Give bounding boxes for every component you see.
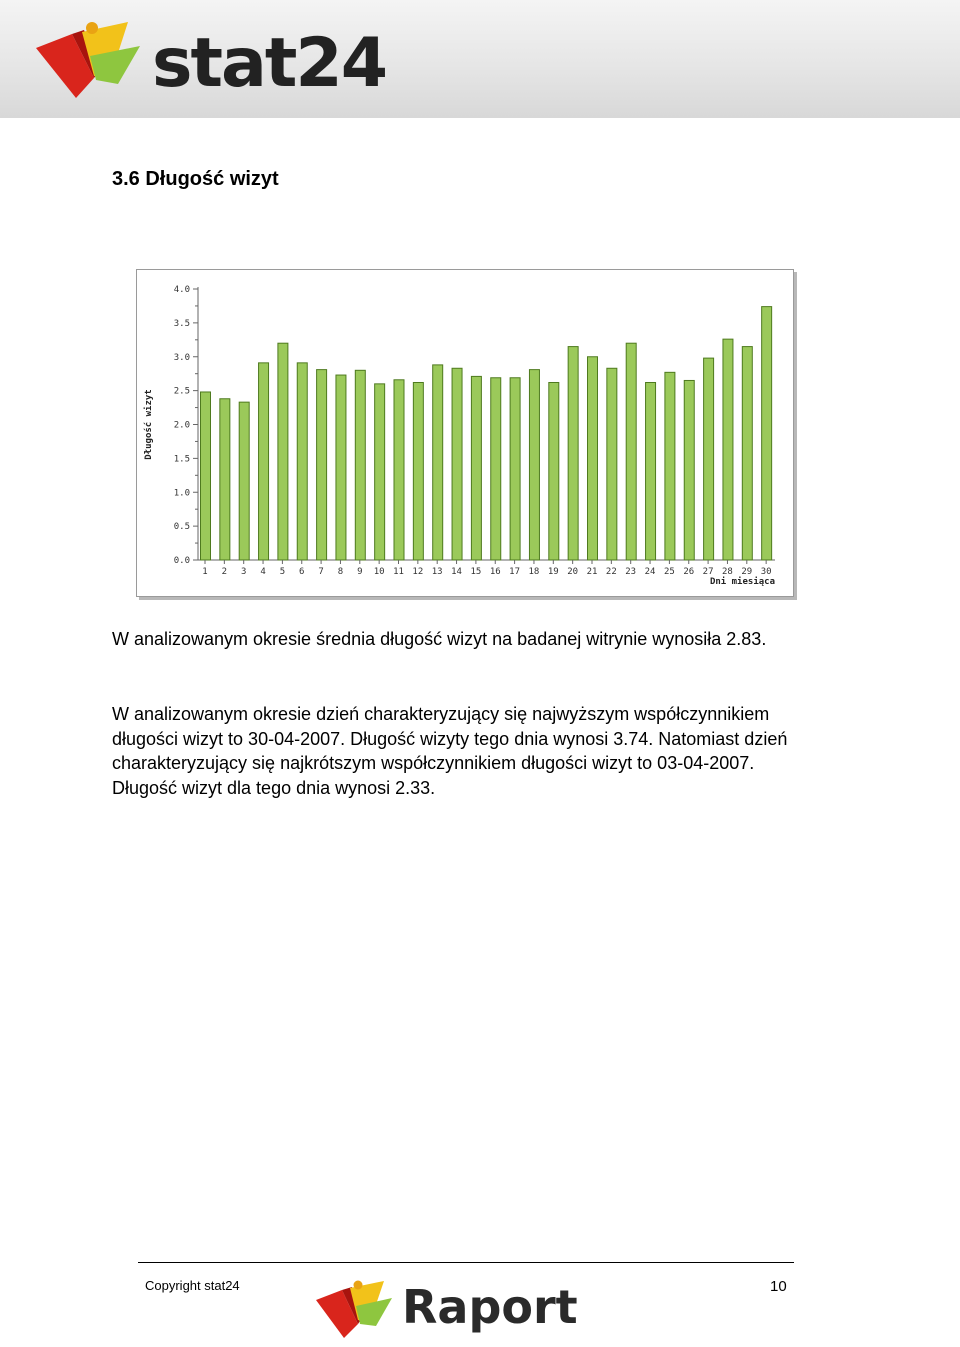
bar-day-10 [375,384,385,560]
bar-day-7 [317,370,327,560]
bar-day-16 [491,378,501,560]
y-tick-label: 2.0 [173,420,190,431]
x-tick-label: 19 [547,567,559,577]
footer-divider [138,1262,794,1263]
bar-day-19 [549,382,559,560]
stat24-logo [32,18,412,106]
bar-day-8 [336,375,346,560]
paragraph-average: W analizowanym okresie średnia długość wizyt na badanej witrynie wynosiła 2.83. [112,629,767,649]
section-title: 3.6 Długość wizyt [112,168,279,190]
bar-day-11 [394,380,404,560]
copyright-text: Copyright stat24 [145,1278,240,1293]
y-tick-label: 0.5 [173,522,190,533]
x-tick-label: 1 [202,567,208,577]
bar-day-12 [413,382,423,560]
raport-logo-arrows-icon [314,1278,400,1342]
y-tick-label: 1.5 [173,454,190,465]
x-tick-label: 5 [279,567,286,577]
x-tick-label: 24 [644,567,656,577]
x-tick-label: 6 [299,567,305,577]
x-tick-label: 28 [722,567,733,577]
bar-day-24 [646,382,656,560]
x-tick-label: 9 [357,567,363,577]
bar-day-5 [278,343,288,560]
x-tick-label: 7 [318,567,324,577]
x-tick-label: 13 [431,567,443,577]
bar-day-2 [220,399,230,560]
bar-day-3 [239,402,249,560]
x-tick-label: 4 [260,567,266,577]
x-tick-label: 30 [760,567,772,577]
chart-svg [137,270,793,596]
bar-day-14 [452,368,462,560]
x-tick-label: 21 [586,567,598,577]
visit-length-chart [136,269,794,597]
x-tick-label: 22 [605,567,617,577]
bar-day-23 [626,343,636,560]
x-tick-label: 12 [412,567,424,577]
x-tick-label: 14 [451,567,462,577]
y-tick-label: 2.5 [173,386,190,397]
raport-logo [314,1278,584,1342]
x-tick-label: 17 [509,567,521,577]
x-tick-label: 25 [663,567,675,577]
brand-name: stat24 [152,24,387,103]
y-tick-label: 3.5 [173,318,190,329]
header-band [0,0,960,118]
bar-day-1 [201,392,211,560]
bar-day-6 [297,363,307,560]
x-tick-label: 27 [702,567,714,577]
bar-day-13 [433,365,443,560]
x-tick-label: 29 [741,567,753,577]
logo-arrows-icon [32,18,152,106]
bar-day-28 [723,339,733,560]
bar-day-29 [742,347,752,560]
bar-day-20 [568,347,578,560]
y-tick-label: 3.0 [173,352,190,363]
x-tick-label: 11 [393,567,404,577]
bar-day-21 [588,357,598,560]
x-tick-label: 18 [528,567,540,577]
x-tick-label: 23 [625,567,637,577]
x-tick-label: 8 [337,567,344,577]
bar-day-25 [665,372,675,560]
bar-day-26 [684,380,694,560]
y-tick-label: 1.0 [173,488,190,499]
bar-day-9 [355,370,365,560]
x-tick-label: 20 [567,567,579,577]
x-tick-label: 3 [240,567,247,577]
bar-day-17 [510,378,520,560]
bar-day-27 [704,358,714,560]
y-axis-title: Długość wizyt [144,389,154,460]
x-tick-label: 16 [489,567,501,577]
bar-day-15 [471,376,481,560]
page-number: 10 [770,1278,787,1295]
paragraph-extremes: W analizowanym okresie dzień charakteryzujący się najwyższym współczynnikiem długości wizyt to 30-04-2007. Długość wizyty tego dnia wynosi 3.74. Natomiast dzień charakteryzujący się najkrótszym współczynnikiem długości wizyt to 03-04-2007. Długość wizyt dla tego dnia wynosi 2.33. [112,704,788,798]
raport-logo-text: Raport [402,1280,578,1334]
bar-day-30 [762,307,772,560]
y-tick-label: 0.0 [173,556,190,566]
bar-day-22 [607,368,617,560]
bar-day-4 [259,363,269,560]
bar-day-18 [529,370,539,560]
x-tick-label: 15 [470,567,482,577]
x-tick-label: 2 [221,567,228,577]
x-tick-label: 26 [683,567,695,577]
x-axis-title: Dni miesiąca [709,577,775,587]
y-tick-label: 4.0 [173,285,190,295]
x-tick-label: 10 [373,567,385,577]
